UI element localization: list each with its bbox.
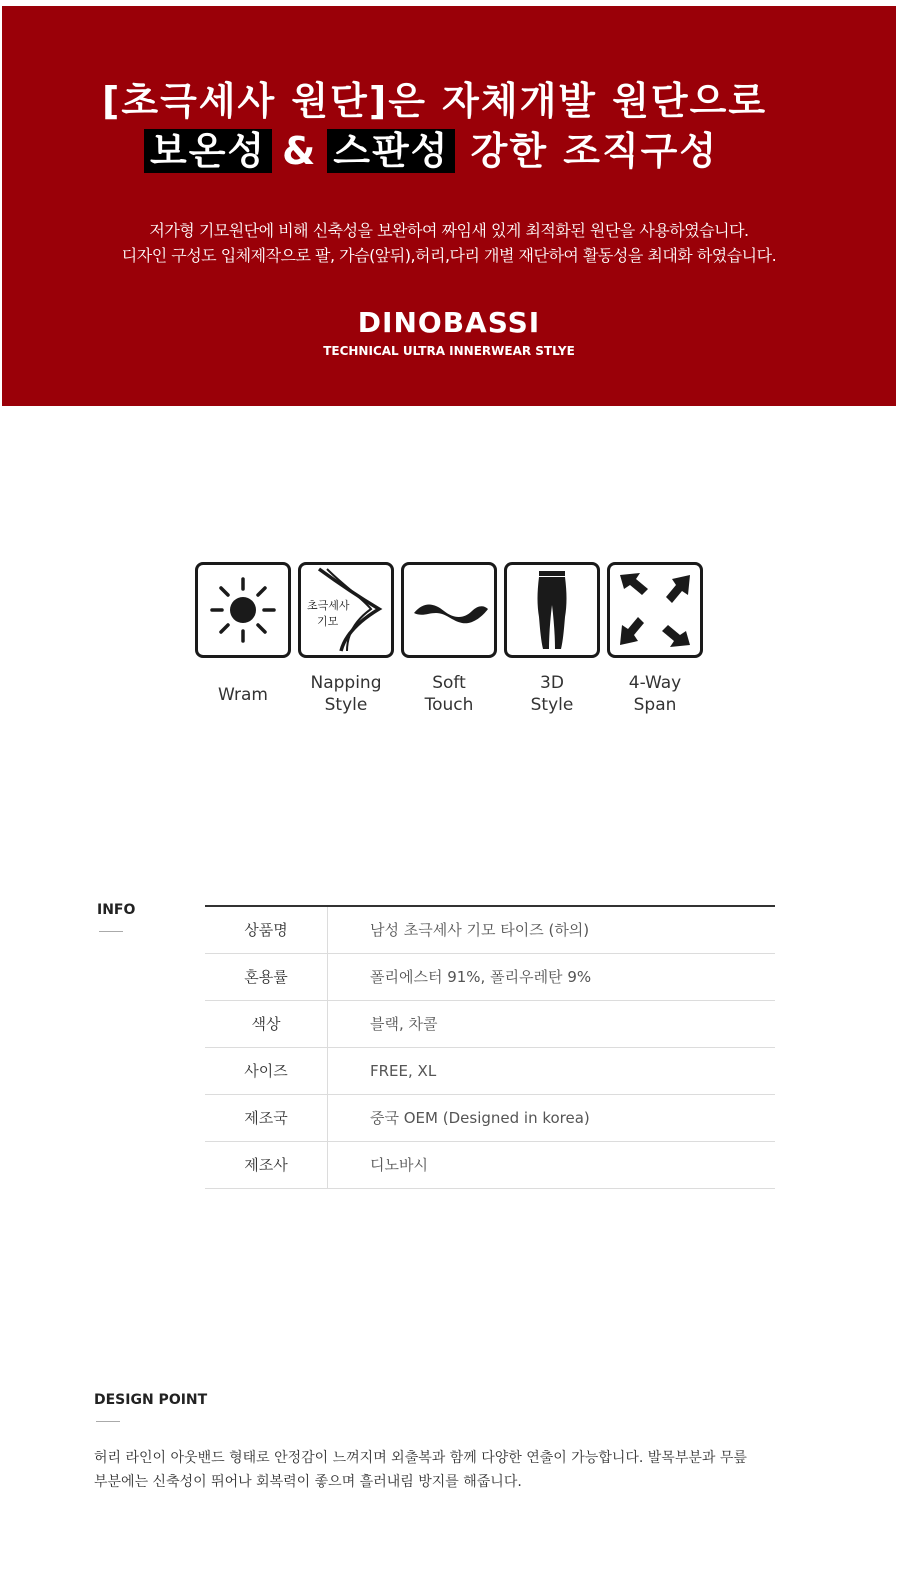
feature-warm xyxy=(195,562,291,705)
highlight-stretch: 스판성 xyxy=(327,129,455,173)
brand-tagline: TECHNICAL ULTRA INNERWEAR STLYE xyxy=(323,344,575,358)
feature-3d-style xyxy=(504,562,600,715)
info-label: 상품명 xyxy=(205,907,328,953)
highlight-warmth: 보온성 xyxy=(144,129,272,173)
napping-icon-text1: 초극세사 xyxy=(307,599,350,612)
ampersand: & xyxy=(282,129,318,173)
design-point-line2: 부분에는 신축성이 뛰어나 회복력이 좋으며 흘러내림 방지를 해줍니다. xyxy=(94,1474,522,1490)
table-row xyxy=(205,1001,775,1048)
info-value: 남성 초극세사 기모 타이즈 (하의) xyxy=(370,921,590,939)
table-row xyxy=(205,1095,775,1142)
info-divider xyxy=(99,931,123,932)
info-label: 제조국 xyxy=(205,1095,328,1141)
tights-icon xyxy=(504,562,600,658)
hero-description-line2: 디자인 구성도 입체제작으로 팔, 가슴(앞뒤),허리,다리 개별 재단하여 활동성을 최대화 하였습니다. xyxy=(121,246,777,265)
table-row xyxy=(205,907,775,954)
design-point-divider xyxy=(96,1421,120,1422)
feature-napping xyxy=(298,562,394,715)
table-row xyxy=(205,1142,775,1189)
info-value: 디노바시 xyxy=(370,1156,428,1174)
info-label: 사이즈 xyxy=(205,1048,328,1094)
table-row xyxy=(205,954,775,1001)
info-value: 블랙, 차콜 xyxy=(370,1015,438,1033)
feature-label: Touch xyxy=(424,695,474,715)
info-table xyxy=(205,905,775,1189)
info-label: 혼용률 xyxy=(205,954,328,1000)
hero-banner xyxy=(2,6,896,406)
feature-label: Wram xyxy=(217,685,268,705)
wave-icon xyxy=(401,562,497,658)
sun-icon xyxy=(195,562,291,658)
hero-title-line1: [초극세사 원단]은 자체개발 원단으로 xyxy=(102,79,768,123)
hero-title-rest: 강한 조직구성 xyxy=(470,129,719,173)
feature-label: 4-Way xyxy=(628,673,682,693)
four-way-arrows-icon xyxy=(607,562,703,658)
feature-label: Style xyxy=(530,695,574,715)
feature-icons xyxy=(195,562,705,722)
info-value: FREE, XL xyxy=(370,1062,437,1080)
feature-label: Style xyxy=(324,695,368,715)
info-value: 중국 OEM (Designed in korea) xyxy=(370,1109,590,1127)
brand-logo: DINOBASSI xyxy=(357,306,541,339)
napping-icon-text2: 기모 xyxy=(317,615,339,628)
info-heading: INFO xyxy=(97,902,136,918)
feature-label: Span xyxy=(633,695,677,715)
design-point-heading: DESIGN POINT xyxy=(94,1392,208,1408)
hero-description-line1: 저가형 기모원단에 비해 신축성을 보완하여 짜임새 있게 최적화된 원단을 사용하였습니다. xyxy=(149,221,749,240)
napping-icon xyxy=(298,562,394,658)
table-row xyxy=(205,1048,775,1095)
feature-label: 3D xyxy=(540,673,564,693)
feature-label: Soft xyxy=(432,673,466,693)
design-point-text xyxy=(94,1446,824,1494)
info-label: 제조사 xyxy=(205,1142,328,1188)
info-label: 색상 xyxy=(205,1001,328,1047)
feature-soft-touch xyxy=(401,562,497,715)
feature-label: Napping xyxy=(310,673,382,693)
feature-4way-span xyxy=(607,562,703,715)
info-value: 폴리에스터 91%, 폴리우레탄 9% xyxy=(370,968,592,986)
design-point-line1: 허리 라인이 아웃밴드 형태로 안정감이 느껴지며 외출복과 함께 다양한 연출이 가능합니다. 발목부분과 무릎 xyxy=(94,1450,747,1466)
hero-title-line2 xyxy=(144,126,718,176)
